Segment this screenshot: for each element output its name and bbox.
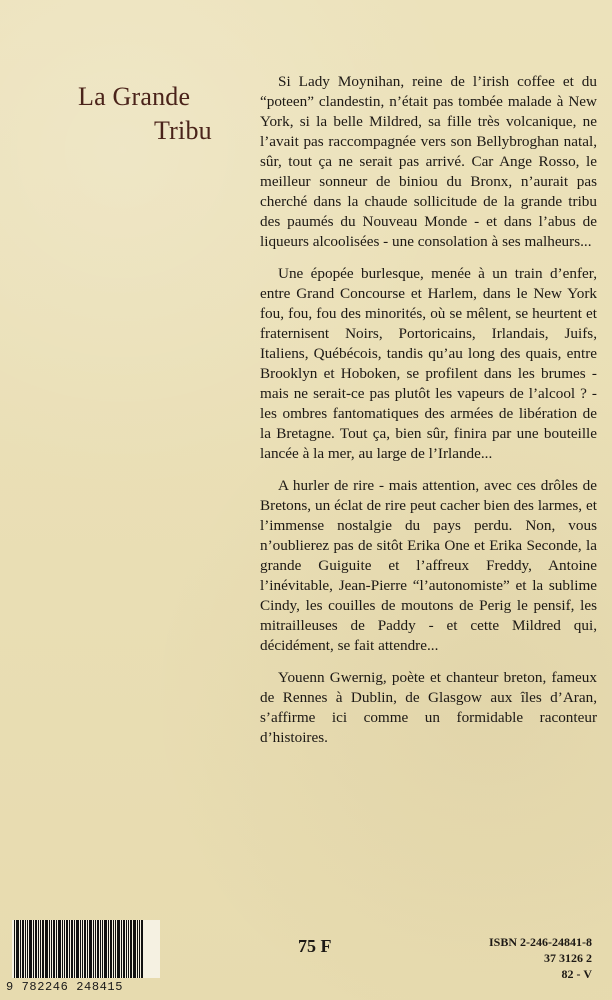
blurb-paragraph-4: Youenn Gwernig, poète et chanteur breton, fameux de Rennes à Dublin, de Glasgow aux îles d’Aran, s’affirme ici comme un formidable raconteur d’histoires. <box>260 669 597 746</box>
title-line-2: Tribu <box>154 116 212 145</box>
isbn-line-1: ISBN 2-246-24841-8 <box>488 935 592 949</box>
isbn-info <box>462 934 592 982</box>
barcode-icon <box>12 920 160 978</box>
isbn-line-3: 82 - V <box>561 967 592 981</box>
title-line-1: La Grande <box>78 82 191 111</box>
isbn-line-2: 37 3126 2 <box>544 951 592 965</box>
blurb-paragraph-1: Si Lady Moynihan, reine de l’irish coffee et du “poteen” clandestin, n’était pas tombée malade à New York, si la belle Mildred, sa fille très volcanique, ne l’avait pas raccompagnée vers son Bellybroghan natal, sûr, tout ça ne serait pas arrivé. Car Ange Rosso, le meilleur sonneur de biniou du Bronx, n’aurait pas cherché dans la chaude sollicitude de la grande tribu des paumés du Nouveau Monde - et dans l’abus de liqueurs alcoolisées - une consolation à ses malheurs... <box>260 73 597 250</box>
blurb-paragraph-3: A hurler de rire - mais attention, avec ces drôles de Bretons, un éclat de rire peut cacher bien des larmes, et l’immense nostalgie du pays perdu. Non, vous n’oublierez pas de sitôt Erika One et Erika Seconde, la grande Guiguite et l’affreux Freddy, Antoine l’inévitable, Jean-Pierre “l’autonomiste” et la sublime Cindy, les couilles de moutons de Perig le pensif, les mitrailleuses de Paddy - et cette Mildred qui, décidément, se fait attendre... <box>260 477 597 654</box>
book-blurb <box>260 72 597 760</box>
barcode-digits: 9 782246 248415 <box>6 980 124 994</box>
book-title <box>78 80 243 148</box>
barcode-area <box>0 920 170 1000</box>
blurb-paragraph-2: Une épopée burlesque, menée à un train d’enfer, entre Grand Concourse et Harlem, dans le New York fou, fou, fou des minorités, où se mêlent, se heurtent et fraternisent Noirs, Portoricains, Irlandais, Juifs, Italiens, Québécois, tandis qu’au long des quais, entre Brooklyn et Hoboken, se profilent dans les brumes - mais ne serait-ce pas plutôt les vapeurs de l’alcool ? - les ombres fantomatiques des armées de libération de la Bretagne. Tout ça, bien sûr, finira par une bouteille lancée à la mer, au large de l’Irlande... <box>260 265 597 462</box>
price-label: 75 F <box>298 936 332 956</box>
